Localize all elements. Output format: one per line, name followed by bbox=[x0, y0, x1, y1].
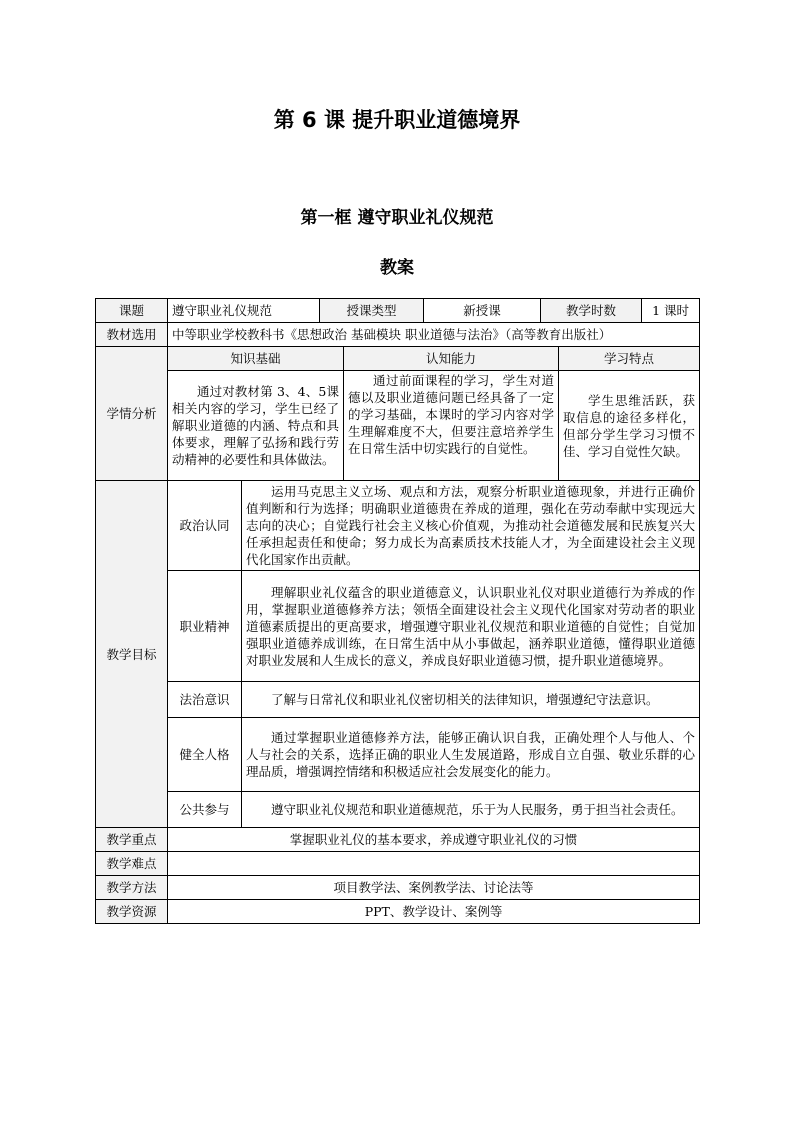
resources-value: PPT、教学设计、案例等 bbox=[168, 900, 700, 924]
objective-row bbox=[96, 792, 700, 828]
objective-text: 运用马克思主义立场、观点和方法，观察分析职业道德现象，并进行正确价值判断和行为选择；明确职业道德贵在养成的道理，强化在劳动奉献中实现远大志向的决心；自觉践行社会主义核心价值观，为推动社会道德发展和民族复兴大任承担起责任和使命；努力成长为高素质技术技能人才，为全面建设社会主义现代化国家作出贡献。 bbox=[242, 481, 700, 571]
teaching-hours-value: 1 课时 bbox=[642, 299, 700, 323]
lesson-plan-table bbox=[95, 298, 700, 924]
analysis-header-learning: 学习特点 bbox=[559, 347, 700, 371]
methods-label: 教学方法 bbox=[96, 876, 168, 900]
objective-text: 遵守职业礼仪规范和职业道德规范，乐于为人民服务，勇于担当社会责任。 bbox=[242, 792, 700, 828]
analysis-header-knowledge: 知识基础 bbox=[168, 347, 344, 371]
difficulty-value bbox=[168, 852, 700, 876]
table-row-difficulty bbox=[96, 852, 700, 876]
table-row-analysis-content bbox=[96, 371, 700, 481]
objective-row bbox=[96, 682, 700, 718]
lesson-type-label: 授课类型 bbox=[320, 299, 424, 323]
textbook-label: 教材选用 bbox=[96, 323, 168, 347]
resources-label: 教学资源 bbox=[96, 900, 168, 924]
analysis-knowledge-text: 通过对教材第 3、4、5课相关内容的学习，学生已经了解职业道德的内涵、特点和具体要求，理解了弘扬和践行劳动精神的必要性和具体做法。 bbox=[168, 371, 344, 481]
key-point-label: 教学重点 bbox=[96, 828, 168, 852]
analysis-cognition-text: 通过前面课程的学习，学生对道德以及职业道德问题已经具备了一定的学习基础，本课时的学习内容对学生理解难度不大，但要注意培养学生在日常生活中切实践行的自觉性。 bbox=[344, 371, 559, 481]
table-row-resources bbox=[96, 900, 700, 924]
objective-name: 政治认同 bbox=[168, 481, 242, 571]
table-row-topic bbox=[96, 299, 700, 323]
lesson-type-value: 新授课 bbox=[424, 299, 541, 323]
table-row-analysis-headers bbox=[96, 347, 700, 371]
lesson-title: 第 6 课 提升职业道德境界 bbox=[273, 108, 521, 132]
difficulty-label: 教学难点 bbox=[96, 852, 168, 876]
section-subtitle: 第一框 遵守职业礼仪规范 bbox=[300, 208, 494, 228]
document-type-heading: 教案 bbox=[380, 258, 414, 278]
teaching-hours-label: 教学时数 bbox=[541, 299, 642, 323]
textbook-value: 中等职业学校教科书《思想政治 基础模块 职业道德与法治》（高等教育出版社） bbox=[168, 323, 700, 347]
analysis-header-cognition: 认知能力 bbox=[344, 347, 559, 371]
objective-name: 职业精神 bbox=[168, 571, 242, 682]
objective-text: 了解与日常礼仪和职业礼仪密切相关的法律知识，增强遵纪守法意识。 bbox=[242, 682, 700, 718]
topic-label: 课题 bbox=[96, 299, 168, 323]
methods-value: 项目教学法、案例教学法、讨论法等 bbox=[168, 876, 700, 900]
objectives-label: 教学目标 bbox=[96, 481, 168, 828]
key-point-value: 掌握职业礼仪的基本要求，养成遵守职业礼仪的习惯 bbox=[168, 828, 700, 852]
table-row-methods bbox=[96, 876, 700, 900]
objective-text: 理解职业礼仪蕴含的职业道德意义，认识职业礼仪对职业道德行为养成的作用，掌握职业道德修养方法；领悟全面建设社会主义现代化国家对劳动者的职业道德素质提出的更高要求，增强遵守职业礼仪规范和职业道德的自觉性；自觉加强职业道德养成训练，在日常生活中从小事做起，涵养职业道德，懂得职业道德对职业发展和人生成长的意义，养成良好职业道德习惯，提升职业道德境界。 bbox=[242, 571, 700, 682]
objective-row bbox=[96, 718, 700, 792]
objective-name: 健全人格 bbox=[168, 718, 242, 792]
objective-row bbox=[96, 481, 700, 571]
analysis-learning-text: 学生思维活跃，获取信息的途径多样化，但部分学生学习习惯不佳、学习自觉性欠缺。 bbox=[559, 371, 700, 481]
table-row-key-point bbox=[96, 828, 700, 852]
objective-row bbox=[96, 571, 700, 682]
objective-name: 法治意识 bbox=[168, 682, 242, 718]
table-row-textbook bbox=[96, 323, 700, 347]
learner-analysis-label: 学情分析 bbox=[96, 347, 168, 481]
objective-name: 公共参与 bbox=[168, 792, 242, 828]
topic-value: 遵守职业礼仪规范 bbox=[168, 299, 320, 323]
objective-text: 通过掌握职业道德修养方法，能够正确认识自我，正确处理个人与他人、个人与社会的关系，选择正确的职业人生发展道路，形成自立自强、敬业乐群的心理品质，增强调控情绪和积极适应社会发展变化的能力。 bbox=[242, 718, 700, 792]
